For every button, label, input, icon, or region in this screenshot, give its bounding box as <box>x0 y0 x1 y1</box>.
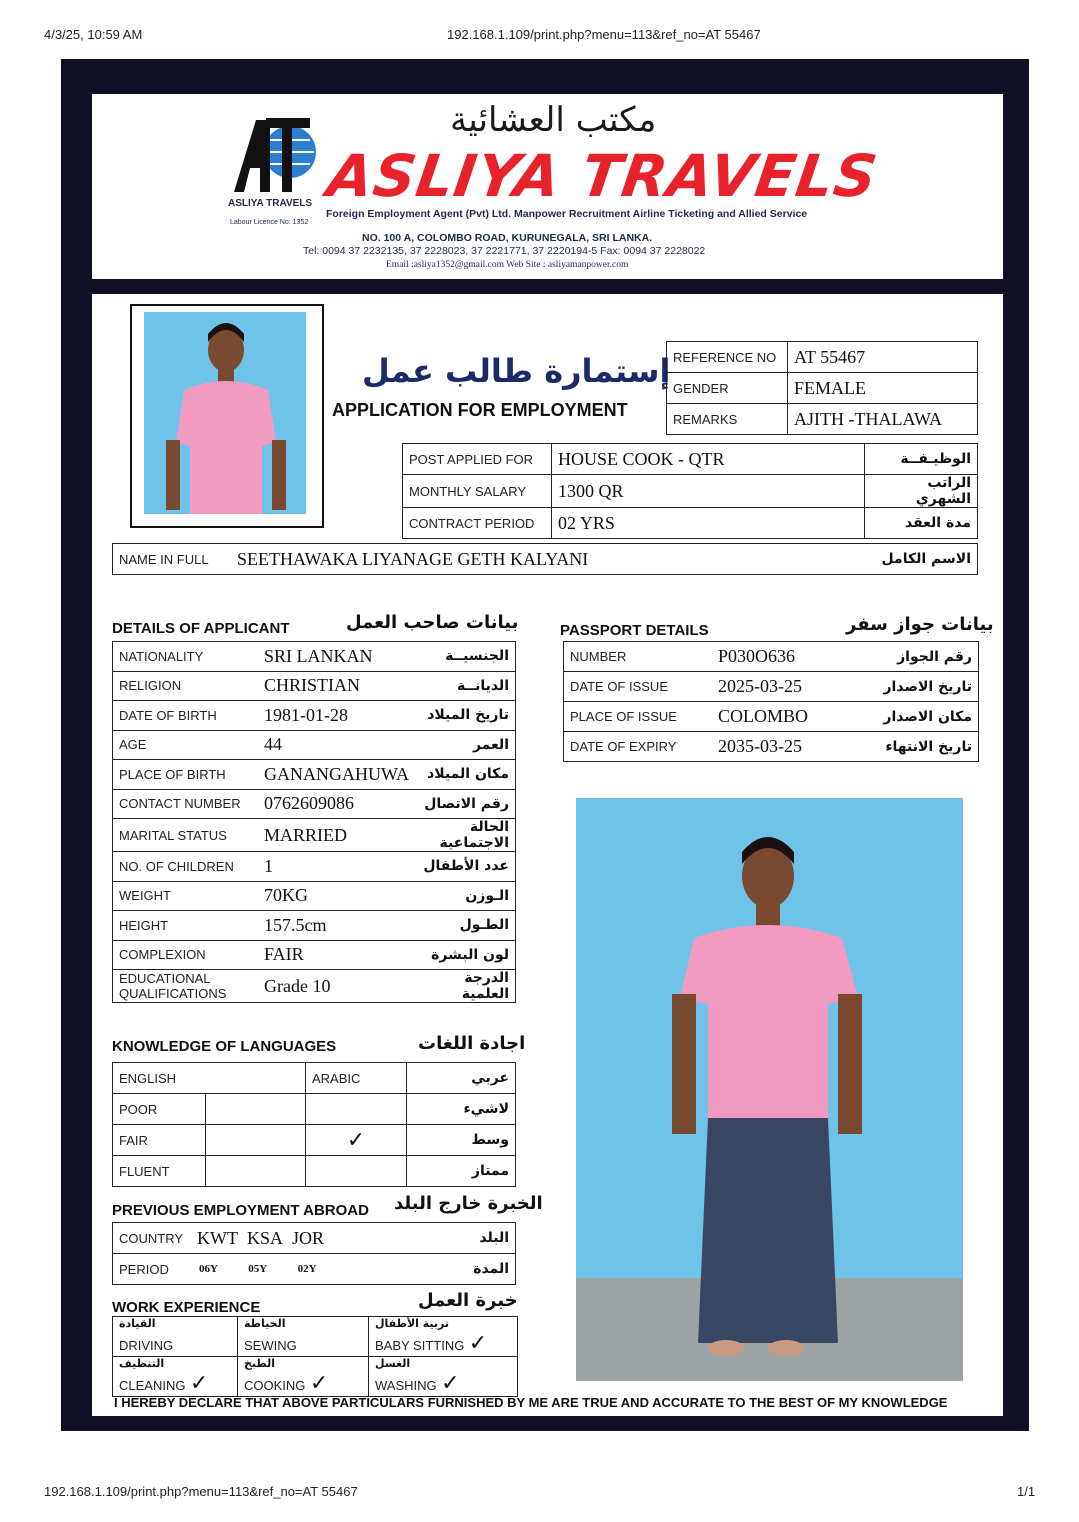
applicant-detail-label-arabic: العمر <box>415 730 516 760</box>
form-title: APPLICATION FOR EMPLOYMENT <box>332 400 628 420</box>
level-fair-arabic: وسط <box>407 1125 516 1156</box>
reference-table <box>666 341 978 435</box>
agency-name-arabic: مكتب العشائية <box>450 100 657 140</box>
applicant-detail-value: SRI LANKAN <box>258 642 415 672</box>
work-item-driving <box>113 1317 238 1357</box>
applicant-detail-label: MARITAL STATUS <box>113 819 258 852</box>
applicant-detail-label-arabic: الطـول <box>415 911 516 941</box>
applicant-detail-row <box>113 701 516 731</box>
work-item-arabic: الغسل <box>375 1357 411 1370</box>
passport-detail-label-arabic: رقم الجواز <box>870 642 979 672</box>
name-label-arabic: الاسم الكامل <box>855 544 978 575</box>
applicant-detail-value: MARRIED <box>258 819 415 852</box>
contract-label-arabic: مدة العقد <box>865 508 978 539</box>
contract-row <box>403 508 978 539</box>
passport-detail-row <box>564 702 979 732</box>
work-item-arabic: القيادة <box>119 1317 156 1330</box>
countries-value <box>191 1223 443 1254</box>
passport-section-title: PASSPORT DETAILS <box>560 622 709 639</box>
post-value: HOUSE COOK - QTR <box>552 444 865 475</box>
print-datetime: 4/3/25, 10:59 AM <box>44 27 143 42</box>
print-footer-url: 192.168.1.109/print.php?menu=113&ref_no=AT 55467 <box>44 1484 358 1499</box>
work-item-arabic: الخياطة <box>244 1317 286 1330</box>
contract-value: 02 YRS <box>552 508 865 539</box>
applicant-detail-value: GANANGAHUWA <box>258 760 415 790</box>
work-item-label: BABY SITTING <box>375 1338 465 1353</box>
applicant-detail-label: COMPLEXION <box>113 940 258 970</box>
work-item-label: SEWING <box>244 1338 297 1353</box>
passport-table <box>563 641 979 762</box>
passport-detail-value: 2025-03-25 <box>712 672 870 702</box>
name-label: NAME IN FULL <box>113 544 232 575</box>
applicant-detail-row <box>113 819 516 852</box>
applicant-detail-row <box>113 642 516 672</box>
passport-detail-label: DATE OF ISSUE <box>564 672 713 702</box>
applicant-detail-row <box>113 789 516 819</box>
applicant-detail-row <box>113 671 516 701</box>
post-table <box>402 443 978 539</box>
country-label-arabic: البلد <box>443 1223 516 1254</box>
reference-row <box>667 342 978 373</box>
applicant-portrait-photo <box>144 312 306 514</box>
applicant-detail-label: PLACE OF BIRTH <box>113 760 258 790</box>
agency-email-web: Email :asliya1352@gmail.com Web Site : asliyamanpower.com <box>386 260 629 270</box>
arabic-header: ARABIC <box>306 1063 407 1094</box>
work-item-arabic: تربية الأطفال <box>375 1317 450 1330</box>
remarks-value: AJITH -THALAWA <box>788 404 978 435</box>
country-value: KSA <box>246 1227 283 1248</box>
passport-detail-label-arabic: مكان الاصدار <box>870 702 979 732</box>
declaration: I HEREBY DECLARE THAT ABOVE PARTICULARS FURNISHED BY ME ARE TRUE AND ACCURATE TO THE BEST OF MY KNOWLEDGE <box>114 1395 948 1410</box>
applicant-detail-label: EDUCATIONAL QUALIFICATIONS <box>113 970 258 1003</box>
applicant-detail-label-arabic: عدد الأطفال <box>415 852 516 882</box>
passport-detail-label: NUMBER <box>564 642 713 672</box>
salary-label-arabic: الراتب الشهري <box>865 475 978 508</box>
passport-detail-value: COLOMBO <box>712 702 870 732</box>
fair-arabic-check: ✓ <box>306 1125 407 1156</box>
post-label-arabic: الوظيـفــة <box>865 444 978 475</box>
applicant-detail-value: 70KG <box>258 881 415 911</box>
post-label: POST APPLIED FOR <box>403 444 552 475</box>
passport-detail-label: DATE OF EXPIRY <box>564 732 713 762</box>
period-value: 02Y <box>297 1263 317 1275</box>
applicant-detail-label: AGE <box>113 730 258 760</box>
applicant-detail-row <box>113 940 516 970</box>
applicant-detail-label-arabic: الديانــة <box>415 671 516 701</box>
work-item-label: COOKING <box>244 1378 306 1393</box>
languages-section-title-arabic: اجادة اللغات <box>418 1033 526 1054</box>
applicant-full-photo <box>576 798 963 1381</box>
passport-detail-row <box>564 732 979 762</box>
work-item-baby-sitting <box>369 1317 518 1357</box>
poor-arabic-cell <box>306 1094 407 1125</box>
applicant-detail-label-arabic: مكان الميلاد <box>415 760 516 790</box>
name-row <box>113 544 978 575</box>
work-item-arabic: الطبخ <box>244 1357 276 1370</box>
remarks-label: REMARKS <box>667 404 788 435</box>
contract-label: CONTRACT PERIOD <box>403 508 552 539</box>
applicant-detail-label: CONTACT NUMBER <box>113 789 258 819</box>
fluent-english-cell <box>206 1156 306 1187</box>
applicant-detail-label-arabic: الـوزن <box>415 881 516 911</box>
applicant-detail-label-arabic: الدرجة العلمية <box>415 970 516 1003</box>
gender-label: GENDER <box>667 373 788 404</box>
english-header: ENGLISH <box>113 1063 306 1094</box>
languages-header-row <box>113 1063 516 1094</box>
applicant-detail-value: 1 <box>258 852 415 882</box>
applicant-detail-label: RELIGION <box>113 671 258 701</box>
applicant-detail-value: 1981-01-28 <box>258 701 415 731</box>
arabic-header-arabic: عربي <box>407 1063 516 1094</box>
name-table <box>112 543 978 575</box>
applicant-detail-row <box>113 881 516 911</box>
applicant-detail-label-arabic: تاريخ الميلاد <box>415 701 516 731</box>
applicant-section-title-arabic: بيانات صاحب العمل <box>346 612 519 633</box>
work-experience-title-arabic: خبرة العمل <box>418 1290 518 1311</box>
level-poor-label: POOR <box>113 1094 206 1125</box>
passport-detail-row <box>564 672 979 702</box>
work-item-cooking <box>238 1357 369 1397</box>
previous-employment-title: PREVIOUS EMPLOYMENT ABROAD <box>112 1202 369 1219</box>
country-label: COUNTRY <box>113 1223 192 1254</box>
applicant-detail-row <box>113 970 516 1003</box>
applicant-table <box>112 641 516 1003</box>
work-item-label: DRIVING <box>119 1338 174 1353</box>
agency-license: Labour Licence No: 1352 <box>230 219 309 226</box>
work-item-washing <box>369 1357 518 1397</box>
work-item-check: ✓ <box>309 1370 329 1395</box>
gender-value: FEMALE <box>788 373 978 404</box>
applicant-detail-value: 157.5cm <box>258 911 415 941</box>
form-title-arabic: إستمارة طالب عمل <box>362 352 671 390</box>
salary-label: MONTHLY SALARY <box>403 475 552 508</box>
level-poor-arabic: لاشيء <box>407 1094 516 1125</box>
previous-employment-table <box>112 1222 516 1285</box>
applicant-detail-label: DATE OF BIRTH <box>113 701 258 731</box>
language-level-row <box>113 1156 516 1187</box>
applicant-detail-value: CHRISTIAN <box>258 671 415 701</box>
fair-english-cell <box>206 1125 306 1156</box>
period-value: 05Y <box>248 1263 267 1275</box>
agency-logo-icon <box>226 112 322 198</box>
work-item-sewing <box>238 1317 369 1357</box>
level-fluent-arabic: ممتاز <box>407 1156 516 1187</box>
period-value: 06Y <box>199 1263 218 1275</box>
work-experience-table <box>112 1316 518 1397</box>
previous-employment-title-arabic: الخبرة خارج البلد <box>394 1193 543 1214</box>
applicant-detail-row <box>113 760 516 790</box>
applicant-detail-value: 44 <box>258 730 415 760</box>
passport-section-title-arabic: بيانات جواز سفر <box>846 614 994 635</box>
applicant-detail-value: Grade 10 <box>258 970 415 1003</box>
reference-label: REFERENCE NO <box>667 342 788 373</box>
passport-detail-value: P030O636 <box>712 642 870 672</box>
period-label: PERIOD <box>113 1254 192 1285</box>
applicant-section-title: DETAILS OF APPLICANT <box>112 620 290 637</box>
remarks-row <box>667 404 978 435</box>
salary-value: 1300 QR <box>552 475 865 508</box>
post-row <box>403 444 978 475</box>
work-row <box>113 1357 518 1397</box>
agency-short-name: ASLIYA TRAVELS <box>228 198 313 209</box>
work-item-label: WASHING <box>375 1378 437 1393</box>
work-experience-title: WORK EXPERIENCE <box>112 1299 261 1316</box>
passport-detail-label-arabic: تاريخ الاصدار <box>870 672 979 702</box>
applicant-detail-row <box>113 730 516 760</box>
languages-section-title: KNOWLEDGE OF LANGUAGES <box>112 1038 337 1055</box>
language-level-row <box>113 1094 516 1125</box>
work-item-label: CLEANING <box>119 1378 186 1393</box>
reference-value: AT 55467 <box>788 342 978 373</box>
print-page-number: 1/1 <box>1017 1484 1036 1499</box>
poor-english-cell <box>206 1094 306 1125</box>
applicant-detail-label-arabic: لون البشرة <box>415 940 516 970</box>
period-row <box>113 1254 516 1285</box>
applicant-detail-row <box>113 911 516 941</box>
agency-address: NO. 100 A, COLOMBO ROAD, KURUNEGALA, SRI LANKA. <box>362 232 653 244</box>
country-value: JOR <box>292 1227 325 1248</box>
applicant-detail-label-arabic: الجنسيــة <box>415 642 516 672</box>
country-row <box>113 1223 516 1254</box>
work-item-check: ✓ <box>441 1370 460 1395</box>
work-item-arabic: التنظيف <box>119 1357 165 1370</box>
gender-row <box>667 373 978 404</box>
salary-row <box>403 475 978 508</box>
applicant-detail-label: NO. OF CHILDREN <box>113 852 258 882</box>
applicant-detail-label: NATIONALITY <box>113 642 258 672</box>
passport-detail-label: PLACE OF ISSUE <box>564 702 713 732</box>
agency-telephone: Tel: 0094 37 2232135, 37 2228023, 37 2221771, 37 2220194-5 Fax: 0094 37 2228022 <box>303 245 706 257</box>
applicant-detail-label: WEIGHT <box>113 881 258 911</box>
periods-value <box>191 1254 443 1285</box>
applicant-detail-label-arabic: الحالة الاجتماعية <box>415 819 516 852</box>
applicant-detail-value: FAIR <box>258 940 415 970</box>
fluent-arabic-cell <box>306 1156 407 1187</box>
passport-detail-label-arabic: تاريخ الانتهاء <box>870 732 979 762</box>
country-value: KWT <box>197 1227 238 1248</box>
level-fair-label: FAIR <box>113 1125 206 1156</box>
passport-detail-value: 2035-03-25 <box>712 732 870 762</box>
period-label-arabic: المدة <box>443 1254 516 1285</box>
applicant-detail-value: 0762609086 <box>258 789 415 819</box>
work-item-cleaning <box>113 1357 238 1397</box>
print-url: 192.168.1.109/print.php?menu=113&ref_no=AT 55467 <box>447 27 761 42</box>
name-value: SEETHAWAKA LIYANAGE GETH KALYANI <box>231 544 855 575</box>
passport-detail-row <box>564 642 979 672</box>
agency-tagline: Foreign Employment Agent (Pvt) Ltd. Manpower Recruitment Airline Ticketing and Allied Service <box>326 208 808 220</box>
language-level-row <box>113 1125 516 1156</box>
applicant-detail-label-arabic: رقم الاتصال <box>415 789 516 819</box>
work-item-check: ✓ <box>189 1370 209 1395</box>
work-row <box>113 1317 518 1357</box>
level-fluent-label: FLUENT <box>113 1156 206 1187</box>
agency-name: ASLIYA TRAVELS <box>323 142 882 210</box>
languages-table <box>112 1062 516 1187</box>
applicant-detail-label: HEIGHT <box>113 911 258 941</box>
work-item-check: ✓ <box>468 1330 488 1355</box>
applicant-detail-row <box>113 852 516 882</box>
